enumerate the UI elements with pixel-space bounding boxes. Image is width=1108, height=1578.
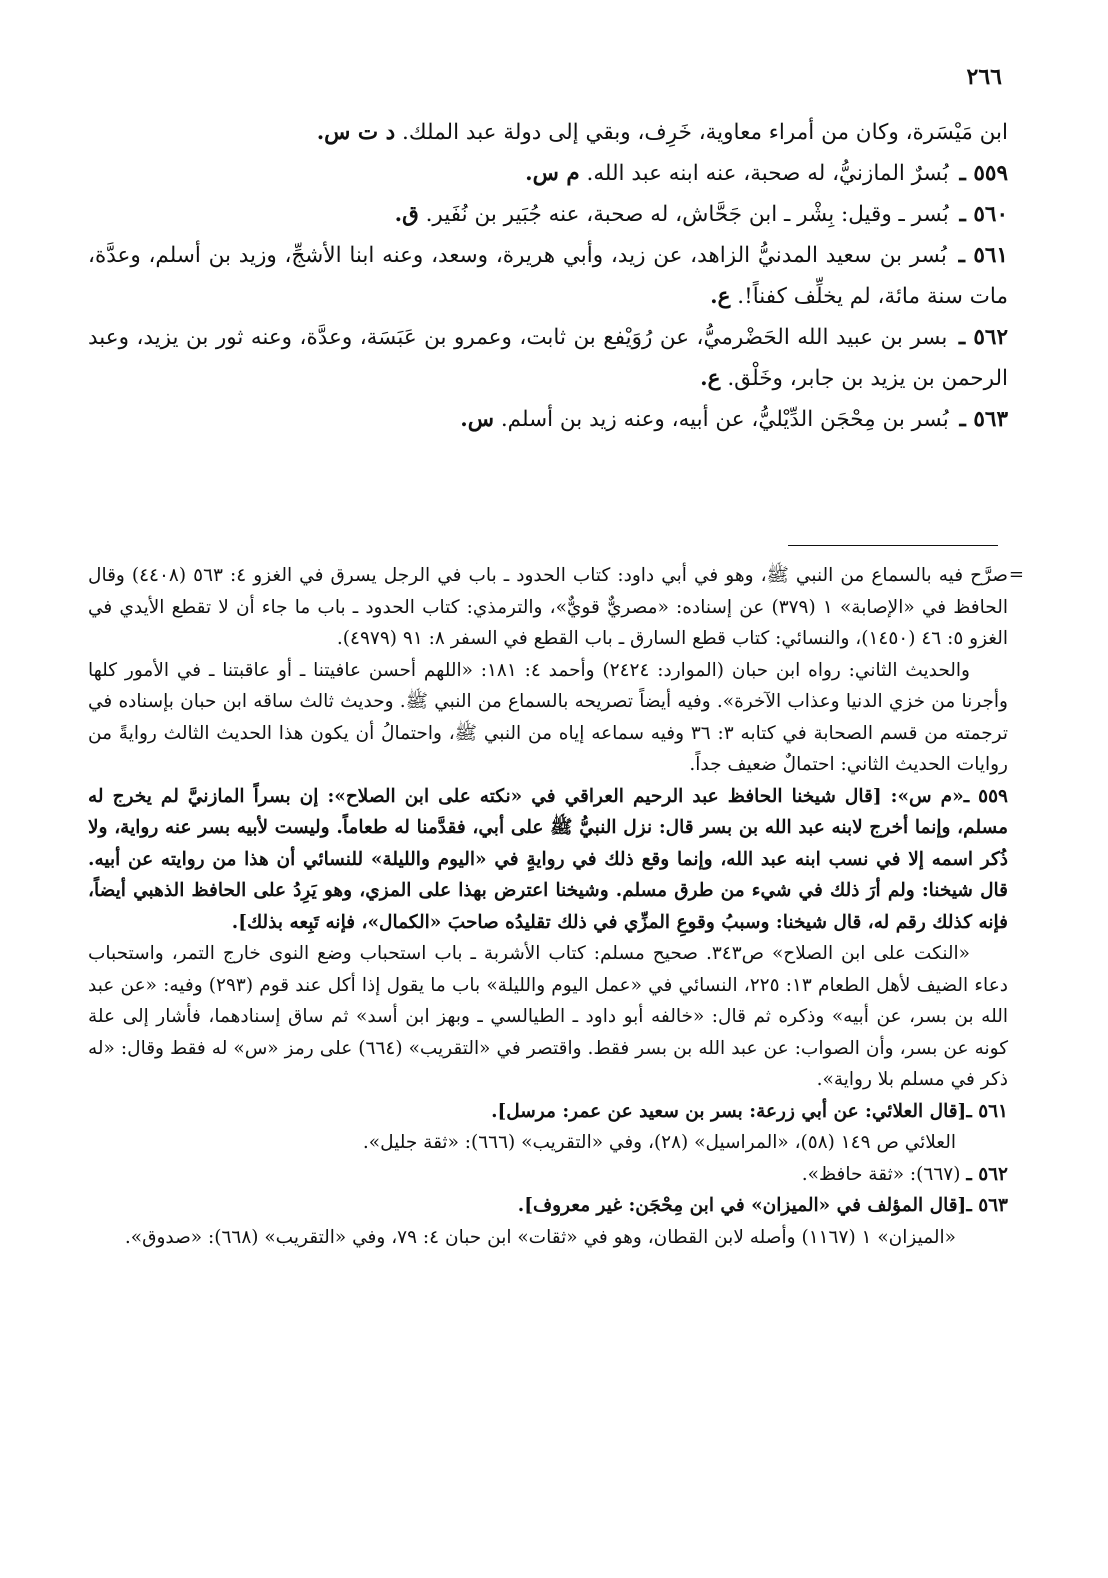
footnote-text: «م س»: [قال شيخنا الحافظ عبد الرحيم العراقي في «نكته على ابن الصلاح»: إن بسراً المازنيَّ لم يخرج له مسلم، وإنما أخرج لابنه عبد الله بن بسر قال: نزل النبيُّ ﷺ على أبي، فقدَّمنا له طعاماً. وليست لأبيه بسر عنه رواية، ولا ذُكر اسمه إلا في نسب ابنه عبد الله، وإنما وقع ذلك في روايةٍ في «اليوم والليلة» للنسائي أن هذا من روايته عن أبيه. قال شيخنا: ولم أرَ ذلك في شيء من طرق مسلم. وشيخنا اعترض بهذا على المزي، وهو يَرِدُ على الحافظ الذهبي أيضاً، فإنه كذلك رقم له، قال شيخنا: وسببُ وقوعِ المزِّي في ذلك تقليدُه صاحبَ «الكمال»، فإنه تَبِعه بذلك]. [88, 785, 1008, 933]
footnote-paragraph [88, 1127, 1008, 1159]
footnote-text: (٦٦٧): «ثقة حافظ». [801, 1163, 961, 1185]
footnote-number: ٥٦٣ ـ [966, 1195, 1008, 1216]
entry-text: بُسر بن سعيد المدنيُّ الزاهد، عن زيد، وأبي هريرة، وسعد، وعنه ابنا الأشجِّ، وزيد بن أسلم، وعدَّة، مات سنة مائة، لم يخلِّف كفناً!. [88, 243, 1008, 309]
entry-number: ٥٦٣ ـ [959, 407, 1008, 432]
footnotes [88, 560, 1024, 1253]
footnote-text: «النكت على ابن الصلاح» ص٣٤٣. صحيح مسلم: كتاب الأشربة ـ باب استحباب وضع النوى خارج التمر، واستحباب دعاء الضيف لأهل الطعام ١٣: ٢٢٥، النسائي في «عمل اليوم والليلة» باب ما يقول إذا أكل عند قوم (٢٩٣) وفيه: «عن عبد الله بن بسر، عن أبيه» وذكره ثم قال: «خالفه أبو داود ـ الطيالسي ـ وبهز ابن أسد» ثم ساق إسنادهما، فأشار إلى علة كونه عن بسر، وأن الصواب: عن عبد الله بن بسر فقط. واقتصر في «التقريب» (٦٦٤) على رمز «س» له فقط وقال: «له ذكر في مسلم بلا رواية». [88, 943, 1009, 1090]
footnote-text: والحديث الثاني: رواه ابن حبان (الموارد: ٢٤٢٤) وأحمد ٤: ١٨١: «اللهم أحسن عافيتنا ـ أو عاقبتنا ـ في الأمور كلها وأجرنا من خزي الدنيا وعذاب الآخرة». وفيه أيضاً تصريحه بالسماع من النبي ﷺ. وحديث ثالث ساقه ابن حبان بإسناده في ترجمته من قسم الصحابة في كتابه ٣: ٣٦ وفيه سماعه إياه من النبي ﷺ، واحتمالُ أن يكون هذا الحديث الثالث روايةً من روايات الحديث الثاني: احتمالٌ ضعيف جداً. [88, 659, 1008, 775]
footnote-561 [88, 1096, 1008, 1128]
entry-text: بُسر ـ وقيل: بِشْر ـ ابن جَحَّاش، له صحبة، عنه جُبَير بن نُفَير. [425, 202, 949, 227]
continuation-mark: = [1008, 564, 1024, 585]
entry-sigla: د ت س. [316, 120, 396, 145]
footnote-562 [88, 1159, 1008, 1191]
entry-continuation [88, 112, 1008, 153]
footnote-paragraph [88, 938, 1008, 1096]
entry-563 [88, 399, 1008, 440]
entry-text: بُسر بن مِحْجَن الدِّيْليُّ، عن أبيه، وعنه زيد بن أسلم. [500, 407, 949, 432]
entry-560 [88, 194, 1008, 235]
footnote-paragraph [88, 1222, 1008, 1254]
footnote-number: ٥٥٩ ـ [963, 785, 1008, 807]
footnote-number: ٥٦٢ ـ [966, 1163, 1008, 1185]
footnote-text: العلائي ص ١٤٩ (٥٨)، «المراسيل» (٢٨)، وفي «التقريب» (٦٦٦): «ثقة جليل». [362, 1132, 956, 1153]
entry-sigla: ع. [700, 366, 721, 391]
footnote-text: [قال المؤلف في «الميزان» في ابن مِحْجَن: غير معروف]. [517, 1195, 967, 1216]
entry-number: ٥٦٠ ـ [959, 202, 1008, 227]
entry-562 [88, 317, 1008, 399]
footnote-text: «الميزان» ١ (١١٦٧) وأصله لابن القطان، وهو في «ثقات» ابن حبان ٤: ٧٩، وفي «التقريب» (٦٦٨): «صدوق». [124, 1226, 956, 1248]
footnote-number: ٥٦١ ـ [966, 1100, 1008, 1122]
entry-561 [88, 235, 1008, 317]
footnote-paragraph [88, 655, 1008, 781]
footnote-text: [قال العلائي: عن أبي زرعة: بسر بن سعيد عن عمر: مرسل]. [491, 1100, 967, 1122]
entry-text: بُسرٌ المازنيُّ، له صحبة، عنه ابنه عبد الله. [586, 161, 949, 186]
entry-number: ٥٥٩ ـ [959, 161, 1008, 186]
footnote-559 [88, 781, 1008, 939]
footnote-paragraph [88, 560, 1008, 655]
entry-text: بسر بن عبيد الله الحَضْرميُّ، عن رُوَيْفع بن ثابت، وعمرو بن عَبَسَة، وعدَّة، وعنه ثور بن يزيد، وعبد الرحمن بن يزيد بن جابر، وخَلْق. [88, 325, 1008, 391]
entry-number: ٥٦٢ ـ [958, 325, 1008, 350]
entry-sigla: م س. [525, 161, 580, 186]
main-text [88, 112, 1008, 440]
footnote-563 [88, 1190, 1008, 1222]
footnote-separator [788, 545, 998, 546]
entry-text: ابن مَيْسَرة، وكان من أمراء معاوية، خَرِف، وبقي إلى دولة عبد الملك. [402, 120, 1008, 145]
page-number: ٢٦٦ [966, 64, 1002, 90]
entry-sigla: ع. [710, 284, 731, 309]
entry-559 [88, 153, 1008, 194]
entry-sigla: ق. [394, 202, 419, 227]
footnote-text: صرَّح فيه بالسماع من النبي ﷺ، وهو في أبي داود: كتاب الحدود ـ باب في الرجل يسرق في الغزو ٤: ٥٦٣ (٤٤٠٨) وقال الحافظ في «الإصابة» ١ (٣٧٩) عن إسناده: «مصريٌّ قويٌّ»، والترمذي: كتاب الحدود ـ باب ما جاء أن لا تقطع الأيدي في الغزو ٥: ٤٦ (١٤٥٠)، والنسائي: كتاب قطع السارق ـ باب القطع في السفر ٨: ٩١ (٤٩٧٩). [88, 565, 1009, 649]
entry-number: ٥٦١ ـ [958, 243, 1008, 268]
entry-sigla: س. [460, 407, 494, 432]
